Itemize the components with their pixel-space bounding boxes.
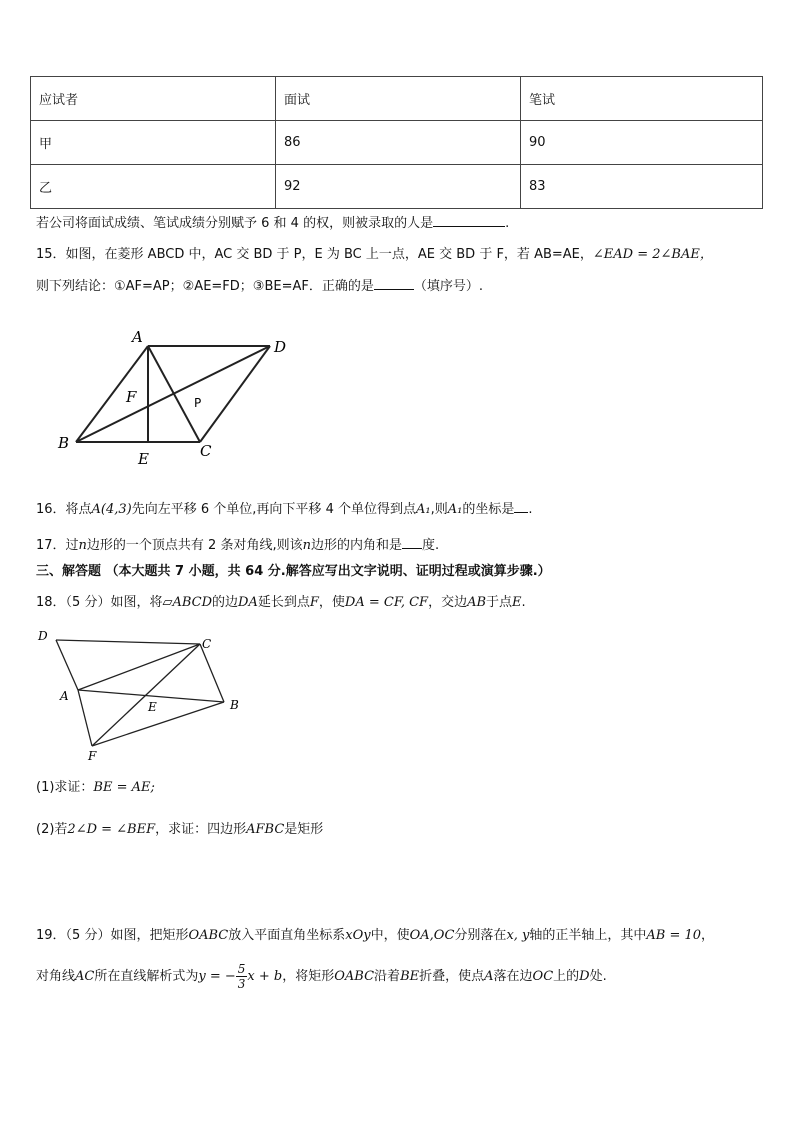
answer-blank: [514, 500, 528, 513]
question-18-part-1: [36, 778, 155, 798]
question-text: 中，使: [370, 928, 410, 943]
label-A: A: [60, 689, 69, 703]
table-cell: 甲: [31, 121, 276, 165]
question-text: 延长到点: [257, 595, 310, 610]
question-text: 所在直线解析式为: [94, 969, 199, 984]
question-text: .: [521, 595, 526, 610]
rhombus-figure: [40, 320, 310, 470]
answer-blank: [374, 277, 414, 290]
math-expression: A(4,3): [91, 502, 132, 517]
label-E: E: [148, 700, 157, 714]
question-text: 对角线: [36, 969, 76, 984]
math-expression: AB = 10: [646, 928, 702, 943]
question-text: 18．（5 分）如图，将: [36, 595, 163, 610]
question-text: 15．如图，在菱形 ABCD 中，AC 交 BD 于 P，E 为 BC 上一点，AE 交 BD 于 F，若 AB=AE，: [36, 247, 593, 262]
math-expression: OC: [532, 969, 554, 984]
label-P: P: [194, 396, 202, 410]
question-text: ,则: [430, 502, 448, 517]
score-table: [30, 76, 763, 209]
table-row: [31, 121, 763, 165]
math-expression: OABC: [334, 969, 375, 984]
question-19-line-2: [36, 962, 607, 992]
math-expression: DA: [238, 595, 258, 610]
question-text: 分别落在: [454, 928, 507, 943]
label-D: D: [38, 629, 48, 643]
question-text: 19．（5 分）如图，把矩形: [36, 928, 189, 943]
fraction-numerator: 5: [237, 962, 246, 976]
math-expression: n: [302, 538, 311, 553]
question-text: 轴的正半轴上，其中: [529, 928, 647, 943]
question-14-tail: 若公司将面试成绩、笔试成绩分别赋予 6 和 4 的权，则被录取的人是 .: [36, 216, 510, 231]
math-expression: A₁: [415, 502, 431, 517]
question-text: ，: [701, 928, 715, 943]
question-text: 的坐标是: [462, 502, 515, 517]
question-text: 放入平面直角坐标系: [228, 928, 346, 943]
question-text: 折叠，使点: [419, 969, 485, 984]
question-text: 落在边: [493, 969, 533, 984]
math-expression: D: [579, 969, 590, 984]
question-text: 于点: [486, 595, 513, 610]
answer-blank: [402, 536, 422, 549]
label-B: B: [230, 698, 239, 712]
math-expression: AB: [467, 595, 487, 610]
label-F: F: [126, 388, 137, 406]
table-cell: 86: [276, 121, 521, 165]
question-text: 则下列结论：①AF=AP；②AE=FD；③BE=AF．正确的是: [36, 279, 374, 294]
question-text: 度.: [421, 538, 440, 553]
table-header-cell: 应试者: [31, 77, 276, 121]
math-expression: E: [512, 595, 522, 610]
table-cell: 90: [521, 121, 763, 165]
label-C: C: [202, 637, 212, 651]
question-text: (1)求证：: [36, 780, 94, 795]
question-18: [36, 593, 526, 613]
question-text: ，求证：四边形: [155, 822, 247, 837]
question-17: [36, 536, 439, 556]
label-D: D: [274, 338, 287, 356]
question-18-part-2: [36, 820, 323, 840]
math-expression: A₁: [447, 502, 463, 517]
question-15-line-2: [36, 277, 483, 297]
fraction: [236, 962, 248, 991]
math-expression: xOy: [345, 928, 371, 943]
table-row: [31, 165, 763, 209]
math-expression: ∠EAD = 2∠BAE，: [592, 247, 713, 262]
question-19-line-1: [36, 926, 714, 946]
label-A: A: [132, 328, 143, 346]
question-text: (2)若: [36, 822, 68, 837]
question-text: 处.: [589, 969, 607, 984]
question-text: 边形的一个顶点共有 2 条对角线,则该: [86, 538, 303, 553]
math-expression: OA,OC: [409, 928, 455, 943]
math-expression: 2∠D = ∠BEF: [67, 822, 156, 837]
math-expression: OABC: [188, 928, 229, 943]
math-expression: n: [78, 538, 87, 553]
question-16: 16．将点A(4,3)先向左平移 6 个单位,再向下平移 4 个单位得到点A₁,则A₁的坐标是 .: [36, 502, 533, 517]
math-expression: AC: [75, 969, 95, 984]
math-expression: DA = CF, CF: [344, 595, 429, 610]
question-text: 若公司将面试成绩、笔试成绩分别赋予 6 和 4 的权，则被录取的人是: [36, 216, 434, 231]
label-F: F: [88, 749, 97, 763]
section-3-heading: 三、解答题 （本大题共 7 小题，共 64 分.解答应写出文字说明、证明过程或演算步骤.）: [36, 564, 551, 579]
table-header-cell: 笔试: [521, 77, 763, 121]
math-expression: x, y: [506, 928, 530, 943]
question-text: 边形的内角和是: [310, 538, 402, 553]
table-header-row: [31, 77, 763, 121]
fraction-denominator: 3: [237, 977, 246, 991]
table-header-cell: 面试: [276, 77, 521, 121]
question-text: 先向左平移 6 个单位,再向下平移 4 个单位得到点: [131, 502, 416, 517]
label-E: E: [138, 450, 149, 468]
question-text: 的边: [212, 595, 239, 610]
math-expression: BE = AE;: [93, 780, 155, 795]
math-expression: x + b: [247, 969, 283, 984]
answer-blank: [433, 214, 505, 227]
question-text: 沿着: [374, 969, 401, 984]
table-cell: 83: [521, 165, 763, 209]
question-text: 是矩形: [284, 822, 324, 837]
parallelogram-figure: [30, 624, 250, 770]
question-text: ，将矩形: [282, 969, 335, 984]
math-expression: AFBC: [246, 822, 285, 837]
question-text: ，使: [318, 595, 345, 610]
math-expression: ▱ABCD: [162, 595, 213, 610]
table-cell: 92: [276, 165, 521, 209]
math-expression: BE: [400, 969, 420, 984]
math-expression: F: [309, 595, 319, 610]
math-expression: y = −: [198, 969, 236, 984]
label-B: B: [58, 434, 70, 452]
table-cell: 乙: [31, 165, 276, 209]
question-text: 16．将点: [36, 502, 92, 517]
question-text: 17．过: [36, 538, 79, 553]
math-expression: A: [484, 969, 494, 984]
label-C: C: [200, 442, 212, 460]
question-15-line-1: [36, 245, 713, 265]
question-text: 上的: [553, 969, 580, 984]
question-text: ，交边: [428, 595, 468, 610]
question-text: （填序号）.: [413, 279, 483, 294]
